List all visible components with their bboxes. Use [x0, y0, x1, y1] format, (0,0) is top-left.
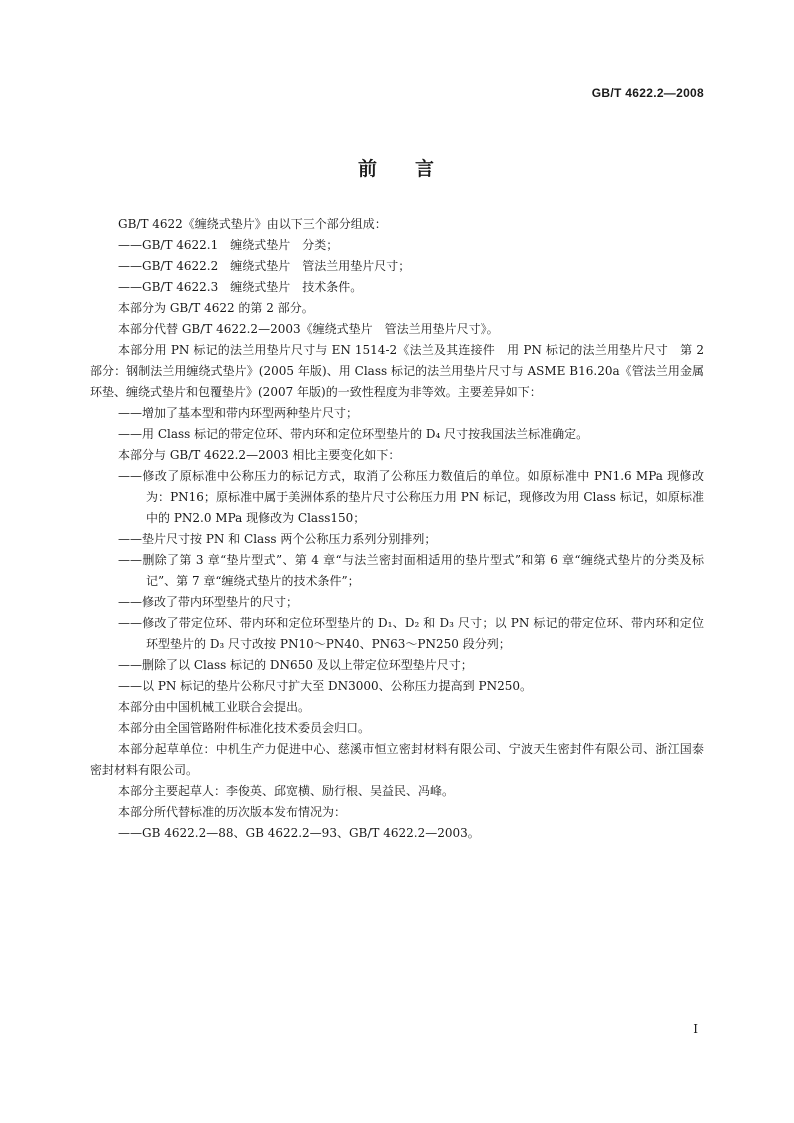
paragraph: 本部分由全国管路附件标准化技术委员会归口。	[118, 721, 371, 735]
list-item: ——GB/T 4622.2 缠绕式垫片 管法兰用垫片尺寸；	[118, 259, 411, 273]
title-char-1: 前	[357, 158, 379, 180]
page-number: I	[693, 1022, 698, 1036]
paragraph: 本部分与 GB/T 4622.2—2003 相比主要变化如下：	[118, 448, 401, 462]
list-item: ——修改了带定位环、带内环和定位环型垫片的 D₁、D₂ 和 D₃ 尺寸；以 PN 标记的带定位环、带内环和定位环型垫片的 D₃ 尺寸改按 PN10～PN40、PN63～PN250 段分列；	[118, 616, 704, 651]
paragraph: 本部分由中国机械工业联合会提出。	[118, 700, 311, 714]
list-item: ——删除了第 3 章“垫片型式”、第 4 章“与法兰密封面相适用的垫片型式”和第 6 章“缠绕式垫片的分类及标记”、第 7 章“缠绕式垫片的技术条件”；	[118, 553, 704, 588]
list-item: ——删除了以 Class 标记的 DN650 及以上带定位环型垫片尺寸；	[118, 658, 473, 672]
list-item: ——以 PN 标记的垫片公称尺寸扩大至 DN3000、公称压力提高到 PN250。	[118, 679, 532, 693]
paragraph: 本部分所代替标准的历次版本发布情况为：	[118, 805, 347, 819]
paragraph: 本部分为 GB/T 4622 的第 2 部分。	[118, 301, 314, 315]
list-item: ——增加了基本型和带内环型两种垫片尺寸；	[118, 406, 359, 420]
title-char-2: 言	[415, 158, 437, 180]
list-item: ——GB/T 4622.1 缠绕式垫片 分类；	[118, 238, 339, 252]
foreword-body	[90, 214, 704, 844]
paragraph: GB/T 4622《缠绕式垫片》由以下三个部分组成：	[118, 217, 387, 231]
list-item: ——用 Class 标记的带定位环、带内环和定位环型垫片的 D₄ 尺寸按我国法兰标准确定。	[118, 427, 589, 441]
list-item: ——垫片尺寸按 PN 和 Class 两个公称压力系列分别排列；	[118, 532, 437, 546]
list-item: ——GB 4622.2—88、GB 4622.2—93、GB/T 4622.2—2003。	[118, 826, 480, 840]
list-item: ——修改了带内环型垫片的尺寸；	[118, 595, 299, 609]
list-item: ——GB/T 4622.3 缠绕式垫片 技术条件。	[118, 280, 363, 294]
list-item: ——修改了原标准中公称压力的标记方式，取消了公称压力数值后的单位。如原标准中 PN1.6 MPa 现修改为：PN16；原标准中属于美洲体系的垫片尺寸公称压力用 PN 标记，现修改为用 Class 标记，如原标准中的 PN2.0 MPa 现修改为 Class150；	[118, 469, 704, 525]
paragraph: 本部分用 PN 标记的法兰用垫片尺寸与 EN 1514-2《法兰及其连接件 用 PN 标记的法兰用垫片尺寸 第 2 部分：钢制法兰用缠绕式垫片》(2005 年版)、用 Class 标记的法兰用垫片尺寸与 ASME B16.20a《管法兰用金属环垫、缠绕式垫片和包覆垫片》(2007 年版)的一致性程度为非等效。主要差异如下：	[90, 343, 704, 399]
paragraph: 本部分代替 GB/T 4622.2—2003《缠绕式垫片 管法兰用垫片尺寸》。	[118, 322, 499, 336]
standard-code: GB/T 4622.2—2008	[591, 86, 704, 100]
paragraph: 本部分起草单位：中机生产力促进中心、慈溪市恒立密封材料有限公司、宁波天生密封件有限公司、浙江国泰密封材料有限公司。	[90, 742, 704, 777]
page-title	[0, 154, 794, 181]
paragraph: 本部分主要起草人：李俊英、邱宽横、励行根、吴益民、冯峰。	[118, 784, 455, 798]
